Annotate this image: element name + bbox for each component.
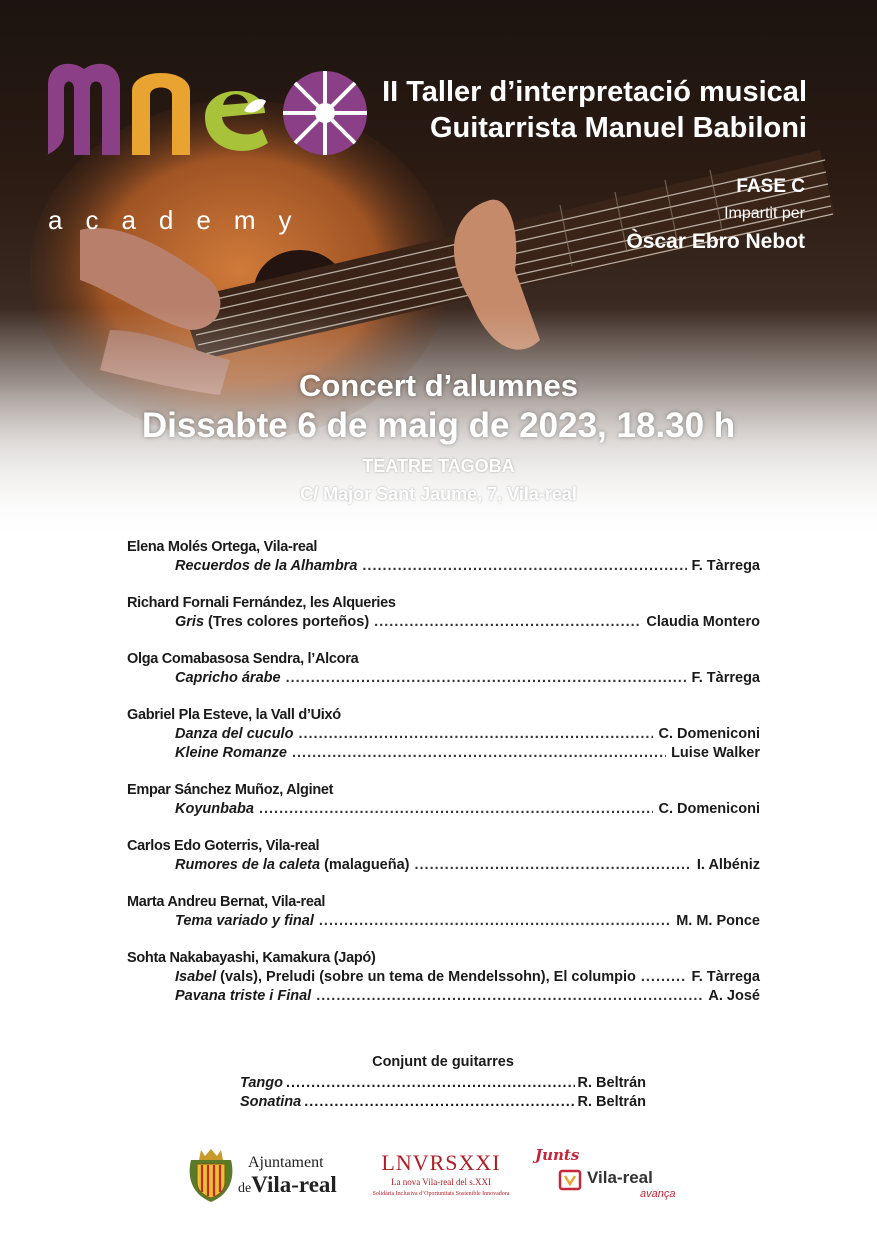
vila-real-avanca-title: Vila-real (587, 1168, 653, 1187)
piece-composer: R. Beltrán (577, 1094, 646, 1110)
avanca-label: avança (640, 1188, 676, 1200)
dot-leader (298, 725, 653, 744)
piece-title: Tema variado y final (175, 913, 314, 929)
program-piece (127, 669, 760, 688)
dot-leader (316, 987, 703, 1006)
performer-block (127, 893, 760, 931)
teacher-name: Òscar Ebro Nebot (626, 230, 805, 253)
performer-name: Richard Fornali Fernández, les Alqueries (127, 595, 396, 611)
neo-academy-logo (40, 55, 380, 165)
workshop-title: II Taller d’interpretació musical (382, 76, 807, 108)
phase-label: FASE C (736, 176, 805, 197)
dot-leader (415, 856, 692, 875)
lnvr-footer: Solidària Inclusiva d’Oportunitats Sostenible Innovadora (372, 1191, 510, 1197)
piece-note: (Tres colores porteños) (208, 614, 370, 630)
program-piece (127, 557, 760, 576)
performer-name: Carlos Edo Goterris, Vila-real (127, 838, 320, 854)
piece-title: Kleine Romanze (175, 745, 287, 761)
lnvrsxxi-logo (366, 1148, 516, 1200)
piece-composer: F. Tàrrega (691, 969, 760, 985)
piece-note: (vals), Preludi (sobre un tema de Mendelssohn), El columpio (220, 969, 636, 985)
event-date: Dissabte 6 de maig de 2023, 18.30 h (141, 406, 736, 445)
piece-title: Koyunbaba (175, 801, 254, 817)
performer-name: Empar Sánchez Muñoz, Alginet (127, 782, 334, 798)
piece-composer: C. Domeniconi (658, 726, 760, 742)
dot-leader (286, 1074, 575, 1093)
piece-title: Capricho árabe (175, 670, 281, 686)
ajuntament-de: de (238, 1181, 252, 1196)
concert-program (127, 538, 760, 1024)
lnvr-title: LNVRSXXI (381, 1150, 501, 1175)
piece-title: Rumores de la caleta (175, 857, 321, 873)
event-venue: TEATRE TAGOBA (362, 456, 515, 476)
workshop-subtitle: Guitarrista Manuel Babiloni (429, 112, 807, 144)
performer-name: Gabriel Pla Esteve, la Vall d’Uixó (127, 707, 341, 723)
piece-composer: I. Albéniz (696, 857, 760, 873)
piece-title: Tango (240, 1075, 283, 1091)
piece-composer: F. Tàrrega (691, 670, 760, 686)
performer-name: Elena Molés Ortega, Vila-real (127, 539, 318, 555)
performer-block (127, 949, 760, 1006)
dot-leader (362, 557, 686, 576)
performer-block (127, 538, 760, 576)
vila-real-avanca-icon (558, 1168, 582, 1192)
piece-title: Pavana triste i Final (175, 988, 312, 1004)
program-piece (127, 968, 760, 987)
program-piece (127, 912, 760, 931)
piece-composer: F. Tàrrega (691, 558, 760, 574)
dot-leader (374, 613, 641, 632)
piece-title: Sonatina (240, 1094, 302, 1110)
program-piece (127, 987, 760, 1006)
piece-composer: A. José (708, 988, 760, 1004)
academy-wordmark: academy (48, 205, 315, 235)
performer-block (127, 781, 760, 819)
ensemble-title: Conjunt de guitarres (372, 1054, 514, 1070)
dot-leader (292, 744, 666, 763)
taught-by-label: Impartit per (724, 205, 805, 222)
ensemble-piece (240, 1074, 646, 1093)
performer-block (127, 837, 760, 875)
performer-block (127, 594, 760, 632)
event-name: Concert d’alumnes (298, 368, 579, 403)
piece-title: Isabel (175, 969, 217, 985)
ajuntament-label: Ajuntament (248, 1154, 324, 1171)
piece-note: (malagueña) (324, 857, 410, 873)
program-piece (127, 613, 760, 632)
dot-leader (286, 669, 687, 688)
performer-name: Sohta Nakabayashi, Kamakura (Japó) (127, 950, 376, 966)
piece-composer: Luise Walker (671, 745, 760, 761)
vila-real-crest-icon (185, 1146, 237, 1204)
program-piece (127, 856, 760, 875)
ajuntament-town-name: Vila-real (251, 1172, 337, 1197)
performer-name: Marta Andreu Bernat, Vila-real (127, 894, 326, 910)
junts-label: Junts (535, 1146, 580, 1164)
program-piece (127, 800, 760, 819)
piece-title: Gris (175, 614, 205, 630)
program-piece (127, 744, 760, 763)
sponsor-logos (0, 1140, 877, 1210)
performer-block (127, 650, 760, 688)
piece-title: Recuerdos de la Alhambra (175, 558, 358, 574)
dot-leader (259, 800, 654, 819)
lnvr-subtitle: La nova Vila-real del s.XXI (390, 1177, 491, 1187)
performer-block (127, 706, 760, 763)
ensemble-section (240, 1052, 646, 1112)
ensemble-piece (240, 1093, 646, 1112)
dot-leader (319, 912, 671, 931)
piece-composer: C. Domeniconi (658, 801, 760, 817)
dot-leader (304, 1093, 574, 1112)
piece-title: Danza del cuculo (175, 726, 294, 742)
dot-leader (641, 968, 687, 987)
piece-composer: Claudia Montero (646, 614, 760, 630)
program-piece (127, 725, 760, 744)
hero-banner (0, 0, 877, 560)
event-address: C/ Major Sant Jaume, 7, Vila-real (300, 484, 577, 504)
ajuntament-town (238, 1172, 337, 1198)
piece-composer: M. M. Ponce (676, 913, 760, 929)
performer-name: Olga Comabasosa Sendra, l’Alcora (127, 651, 359, 667)
piece-composer: R. Beltrán (577, 1075, 646, 1091)
